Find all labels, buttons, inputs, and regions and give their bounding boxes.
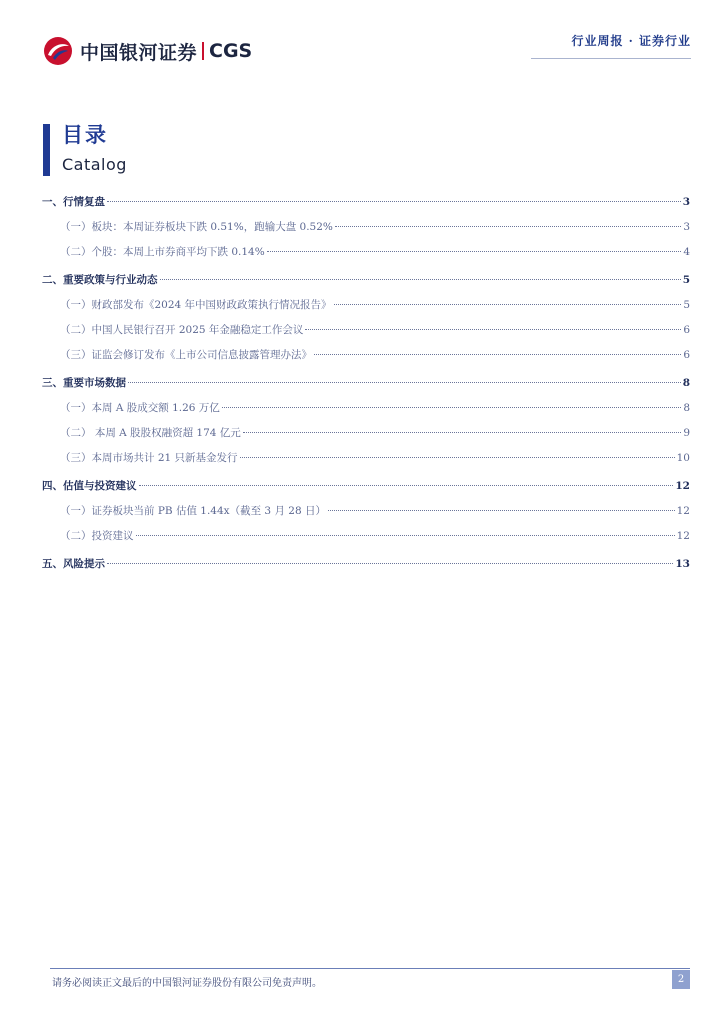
toc-page-number: 5 [683, 299, 690, 311]
toc-entry-title: （二）个股：本周上市券商平均下跌 0.14% [60, 246, 265, 258]
toc-page-number: 12 [676, 505, 690, 517]
toc-dot-leader [243, 432, 682, 433]
toc-entry-title: （三）证监会修订发布《上市公司信息披露管理办法》 [60, 349, 312, 361]
toc-section-entry[interactable] [42, 190, 690, 215]
toc-subsection-entry[interactable] [42, 318, 690, 343]
page-header [0, 0, 724, 80]
toc-dot-leader [139, 485, 674, 486]
toc-dot-leader [328, 510, 675, 511]
toc-subsection-entry[interactable] [42, 396, 690, 421]
toc-subsection-entry[interactable] [42, 215, 690, 240]
table-of-contents [42, 190, 690, 577]
cgs-logo [42, 36, 252, 66]
toc-page-number: 6 [683, 324, 690, 336]
toc-entry-title: 三、重要市场数据 [42, 377, 126, 389]
toc-entry-title: 一、行情复盘 [42, 196, 105, 208]
toc-section-entry[interactable] [42, 474, 690, 499]
toc-subsection-entry[interactable] [42, 240, 690, 265]
toc-dot-leader [305, 329, 681, 330]
toc-subsection-entry[interactable] [42, 499, 690, 524]
toc-page-number: 3 [682, 196, 690, 208]
toc-dot-leader [107, 201, 681, 202]
toc-dot-leader [222, 407, 682, 408]
toc-section-entry[interactable] [42, 268, 690, 293]
logo-english-name: CGS [209, 40, 253, 62]
toc-subsection-entry[interactable] [42, 343, 690, 368]
page-number: 2 [672, 970, 690, 989]
toc-dot-leader [136, 535, 675, 536]
galaxy-logo-icon [42, 36, 74, 66]
toc-entry-title: （二） 本周 A 股股权融资超 174 亿元 [60, 427, 241, 439]
toc-page-number: 10 [676, 452, 690, 464]
toc-entry-title: 二、重要政策与行业动态 [42, 274, 158, 286]
toc-dot-leader [335, 226, 681, 227]
toc-entry-title: （一）本周 A 股成交额 1.26 万亿 [60, 402, 220, 414]
toc-page-number: 8 [682, 377, 690, 389]
toc-entry-title: （一）板块：本周证券板块下跌 0.51%，跑输大盘 0.52% [60, 221, 333, 233]
toc-dot-leader [314, 354, 681, 355]
toc-page-number: 9 [683, 427, 690, 439]
logo-chinese-name: 中国银河证券 [80, 41, 198, 64]
toc-entry-title: （三）本周市场共计 21 只新基金发行 [60, 452, 238, 464]
toc-subsection-entry[interactable] [42, 446, 690, 471]
toc-entry-title: （一）证券板块当前 PB 估值 1.44x（截至 3 月 28 日） [60, 505, 326, 517]
toc-dot-leader [128, 382, 681, 383]
toc-entry-title: （二）投资建议 [60, 530, 134, 542]
toc-page-number: 5 [682, 274, 690, 286]
toc-dot-leader [107, 563, 673, 564]
toc-page-number: 12 [675, 480, 690, 492]
toc-page-number: 13 [675, 558, 690, 570]
toc-page-number: 3 [683, 221, 690, 233]
toc-page-number: 6 [683, 349, 690, 361]
report-type-label: 行业周报 · 证券行业 [571, 34, 691, 48]
toc-dot-leader [160, 279, 681, 280]
toc-entry-title: 五、风险提示 [42, 558, 105, 570]
footer-divider [50, 968, 690, 969]
catalog-title-en: Catalog [62, 155, 127, 174]
toc-dot-leader [334, 304, 682, 305]
toc-entry-title: 四、估值与投资建议 [42, 480, 137, 492]
logo-separator [202, 42, 204, 60]
footer-disclaimer: 请务必阅读正文最后的中国银河证券股份有限公司免责声明。 [52, 978, 322, 989]
toc-dot-leader [240, 457, 675, 458]
toc-dot-leader [267, 251, 682, 252]
catalog-title-cn: 目录 [62, 123, 108, 147]
toc-page-number: 4 [683, 246, 690, 258]
toc-section-entry[interactable] [42, 371, 690, 396]
toc-entry-title: （二）中国人民银行召开 2025 年金融稳定工作会议 [60, 324, 304, 336]
toc-subsection-entry[interactable] [42, 293, 690, 318]
toc-page-number: 8 [683, 402, 690, 414]
toc-subsection-entry[interactable] [42, 421, 690, 446]
toc-page-number: 12 [676, 530, 690, 542]
toc-section-entry[interactable] [42, 552, 690, 577]
toc-entry-title: （一）财政部发布《2024 年中国财政政策执行情况报告》 [60, 299, 332, 311]
catalog-accent-bar [43, 124, 50, 176]
header-divider [531, 58, 691, 59]
toc-subsection-entry[interactable] [42, 524, 690, 549]
